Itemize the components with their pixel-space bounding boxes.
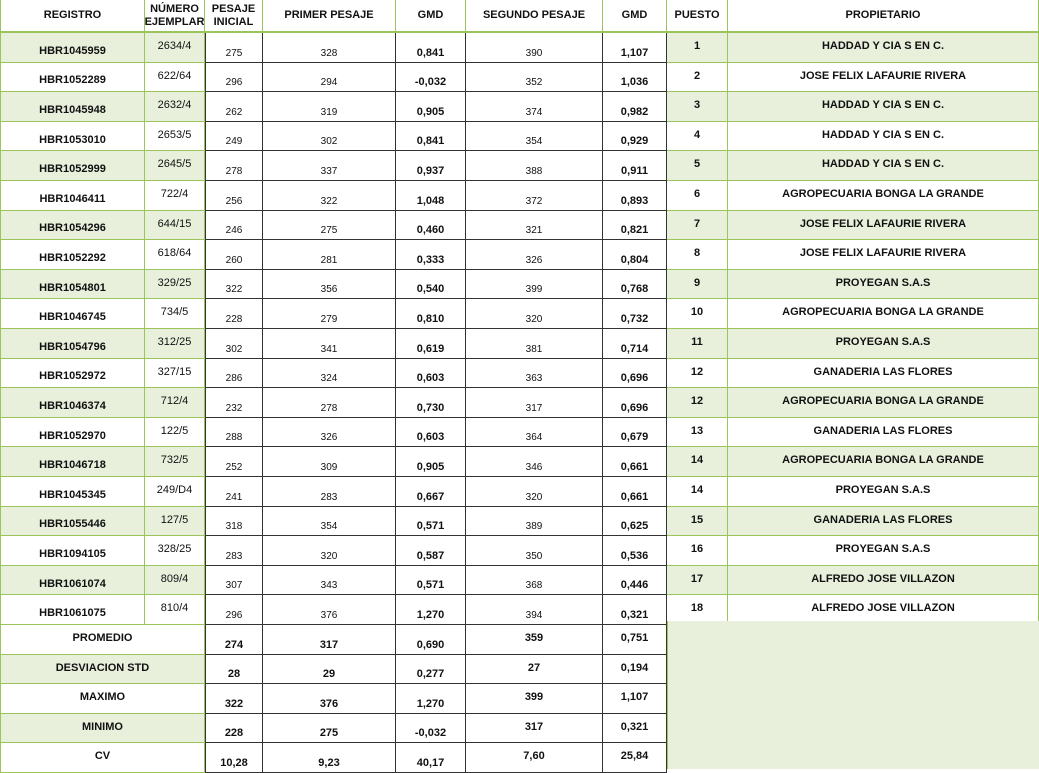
cell-propietario: PROYEGAN S.A.S: [728, 329, 1039, 359]
cell-registro: HBR1052970: [0, 418, 145, 448]
cell-numero-ejemplar: 122/5: [145, 418, 205, 448]
cell-numero-ejemplar: 2634/4: [145, 33, 205, 63]
summary-gmd-2: 0,751: [603, 625, 667, 655]
cell-primer-pesaje: 319: [263, 92, 396, 122]
cell-primer-pesaje: 322: [263, 181, 396, 211]
cell-primer-pesaje: 337: [263, 151, 396, 181]
table-row: [0, 566, 1039, 596]
cell-gmd-1: 0,603: [396, 359, 466, 389]
cell-gmd-2: 1,036: [603, 63, 667, 93]
cell-segundo-pesaje: 364: [466, 418, 603, 448]
cell-pesaje-inicial: 322: [205, 270, 263, 300]
cell-numero-ejemplar: 732/5: [145, 447, 205, 477]
cell-gmd-1: 0,905: [396, 447, 466, 477]
cell-registro: HBR1046745: [0, 299, 145, 329]
cell-primer-pesaje: 279: [263, 299, 396, 329]
cell-segundo-pesaje: 374: [466, 92, 603, 122]
summary-pesaje-inicial: 228: [205, 714, 263, 744]
cell-segundo-pesaje: 326: [466, 240, 603, 270]
summary-gmd-1: 0,277: [396, 655, 466, 685]
cell-pesaje-inicial: 286: [205, 359, 263, 389]
cell-gmd-1: 0,619: [396, 329, 466, 359]
summary-gmd-1: 0,690: [396, 625, 466, 655]
summary-primer-pesaje: 317: [263, 625, 396, 655]
cell-gmd-2: 0,696: [603, 388, 667, 418]
table-row: [0, 477, 1039, 507]
cell-registro: HBR1052972: [0, 359, 145, 389]
cell-puesto: 14: [667, 477, 728, 507]
cell-puesto: 7: [667, 211, 728, 241]
table-row: [0, 92, 1039, 122]
cell-numero-ejemplar: 2653/5: [145, 122, 205, 152]
header-gmd-2: GMD: [603, 0, 667, 33]
cell-gmd-2: 0,982: [603, 92, 667, 122]
cell-registro: HBR1046718: [0, 447, 145, 477]
cell-puesto: 9: [667, 270, 728, 300]
cell-gmd-2: 0,821: [603, 211, 667, 241]
summary-label: DESVIACION STD: [0, 655, 205, 685]
cell-puesto: 12: [667, 388, 728, 418]
cell-propietario: AGROPECUARIA BONGA LA GRANDE: [728, 299, 1039, 329]
cell-segundo-pesaje: 372: [466, 181, 603, 211]
cell-puesto: 4: [667, 122, 728, 152]
cell-gmd-1: 0,571: [396, 507, 466, 537]
header-segundo-pesaje: SEGUNDO PESAJE: [466, 0, 603, 33]
summary-gmd-2: 0,194: [603, 655, 667, 685]
cell-pesaje-inicial: 256: [205, 181, 263, 211]
table-row: [0, 211, 1039, 241]
cell-pesaje-inicial: 296: [205, 595, 263, 625]
cell-pesaje-inicial: 288: [205, 418, 263, 448]
cell-puesto: 14: [667, 447, 728, 477]
cell-propietario: HADDAD Y CIA S EN C.: [728, 92, 1039, 122]
cell-numero-ejemplar: 644/15: [145, 211, 205, 241]
cell-gmd-2: 1,107: [603, 33, 667, 63]
summary-label: PROMEDIO: [0, 625, 205, 655]
cell-registro: HBR1055446: [0, 507, 145, 537]
cell-pesaje-inicial: 246: [205, 211, 263, 241]
table-row: [0, 329, 1039, 359]
cell-gmd-1: 0,841: [396, 33, 466, 63]
cell-gmd-2: 0,321: [603, 595, 667, 625]
cell-propietario: GANADERIA LAS FLORES: [728, 359, 1039, 389]
table-row: [0, 447, 1039, 477]
cell-segundo-pesaje: 390: [466, 33, 603, 63]
cell-gmd-2: 0,661: [603, 477, 667, 507]
cell-gmd-1: 0,810: [396, 299, 466, 329]
cell-gmd-2: 0,679: [603, 418, 667, 448]
cell-pesaje-inicial: 296: [205, 63, 263, 93]
cell-gmd-1: 0,460: [396, 211, 466, 241]
cell-segundo-pesaje: 320: [466, 299, 603, 329]
cell-registro: HBR1054296: [0, 211, 145, 241]
summary-gmd-2: 0,321: [603, 714, 667, 744]
cell-numero-ejemplar: 618/64: [145, 240, 205, 270]
header-gmd-1: GMD: [396, 0, 466, 33]
cell-propietario: AGROPECUARIA BONGA LA GRANDE: [728, 181, 1039, 211]
cell-gmd-2: 0,804: [603, 240, 667, 270]
cell-propietario: PROYEGAN S.A.S: [728, 270, 1039, 300]
cell-primer-pesaje: 356: [263, 270, 396, 300]
cell-segundo-pesaje: 321: [466, 211, 603, 241]
cell-propietario: PROYEGAN S.A.S: [728, 477, 1039, 507]
cell-segundo-pesaje: 363: [466, 359, 603, 389]
cell-pesaje-inicial: 228: [205, 299, 263, 329]
cell-primer-pesaje: 354: [263, 507, 396, 537]
cell-pesaje-inicial: 307: [205, 566, 263, 596]
cell-registro: HBR1046374: [0, 388, 145, 418]
cell-pesaje-inicial: 252: [205, 447, 263, 477]
cell-gmd-1: 0,905: [396, 92, 466, 122]
cell-pesaje-inicial: 249: [205, 122, 263, 152]
cell-numero-ejemplar: 809/4: [145, 566, 205, 596]
cell-primer-pesaje: 302: [263, 122, 396, 152]
summary-gmd-2: 25,84: [603, 743, 667, 773]
cell-propietario: GANADERIA LAS FLORES: [728, 418, 1039, 448]
cell-numero-ejemplar: 329/25: [145, 270, 205, 300]
summary-label: MAXIMO: [0, 684, 205, 714]
summary-pesaje-inicial: 10,28: [205, 743, 263, 773]
cell-propietario: JOSE FELIX LAFAURIE RIVERA: [728, 63, 1039, 93]
table-row: [0, 299, 1039, 329]
cell-propietario: PROYEGAN S.A.S: [728, 536, 1039, 566]
cell-pesaje-inicial: 302: [205, 329, 263, 359]
cell-gmd-1: 0,841: [396, 122, 466, 152]
cell-primer-pesaje: 278: [263, 388, 396, 418]
cell-segundo-pesaje: 350: [466, 536, 603, 566]
cell-puesto: 2: [667, 63, 728, 93]
cell-propietario: ALFREDO JOSE VILLAZON: [728, 595, 1039, 625]
summary-pesaje-inicial: 28: [205, 655, 263, 685]
cell-puesto: 11: [667, 329, 728, 359]
cell-pesaje-inicial: 283: [205, 536, 263, 566]
cell-registro: HBR1094105: [0, 536, 145, 566]
cell-numero-ejemplar: 712/4: [145, 388, 205, 418]
cell-gmd-2: 0,929: [603, 122, 667, 152]
cell-gmd-2: 0,893: [603, 181, 667, 211]
header-registro: REGISTRO: [0, 0, 145, 33]
cell-propietario: HADDAD Y CIA S EN C.: [728, 122, 1039, 152]
cell-gmd-1: 0,603: [396, 418, 466, 448]
summary-gmd-1: 40,17: [396, 743, 466, 773]
cell-gmd-1: -0,032: [396, 63, 466, 93]
cell-puesto: 3: [667, 92, 728, 122]
cell-puesto: 1: [667, 33, 728, 63]
cell-registro: HBR1061074: [0, 566, 145, 596]
cell-segundo-pesaje: 352: [466, 63, 603, 93]
header-pesaje-inicial: PESAJE INICIAL: [205, 0, 263, 33]
cell-segundo-pesaje: 381: [466, 329, 603, 359]
summary-segundo-pesaje: 27: [466, 655, 603, 685]
table-row: [0, 418, 1039, 448]
summary-pesaje-inicial: 322: [205, 684, 263, 714]
table-row: [0, 122, 1039, 152]
cell-gmd-2: 0,696: [603, 359, 667, 389]
cell-propietario: ALFREDO JOSE VILLAZON: [728, 566, 1039, 596]
cell-numero-ejemplar: 2645/5: [145, 151, 205, 181]
cell-numero-ejemplar: 249/D4: [145, 477, 205, 507]
cell-pesaje-inicial: 318: [205, 507, 263, 537]
cell-segundo-pesaje: 317: [466, 388, 603, 418]
cell-registro: HBR1045959: [0, 33, 145, 63]
cell-propietario: JOSE FELIX LAFAURIE RIVERA: [728, 240, 1039, 270]
cell-gmd-2: 0,536: [603, 536, 667, 566]
summary-row: [0, 625, 667, 655]
cell-puesto: 15: [667, 507, 728, 537]
summary-segundo-pesaje: 359: [466, 625, 603, 655]
cell-registro: HBR1052292: [0, 240, 145, 270]
table-row: [0, 388, 1039, 418]
cell-gmd-2: 0,661: [603, 447, 667, 477]
header-puesto: PUESTO: [667, 0, 728, 33]
header-primer-pesaje: PRIMER PESAJE: [263, 0, 396, 33]
cell-propietario: HADDAD Y CIA S EN C.: [728, 151, 1039, 181]
cell-propietario: GANADERIA LAS FLORES: [728, 507, 1039, 537]
table-row: [0, 270, 1039, 300]
cell-gmd-1: 1,270: [396, 595, 466, 625]
cell-registro: HBR1052999: [0, 151, 145, 181]
table-row: [0, 240, 1039, 270]
table-row: [0, 33, 1039, 63]
cell-registro: HBR1045345: [0, 477, 145, 507]
cell-numero-ejemplar: 327/15: [145, 359, 205, 389]
cell-primer-pesaje: 326: [263, 418, 396, 448]
cell-gmd-2: 0,625: [603, 507, 667, 537]
cell-puesto: 12: [667, 359, 728, 389]
summary-segundo-pesaje: 317: [466, 714, 603, 744]
summary-gmd-2: 1,107: [603, 684, 667, 714]
cell-pesaje-inicial: 275: [205, 33, 263, 63]
cell-pesaje-inicial: 241: [205, 477, 263, 507]
cell-gmd-1: 0,333: [396, 240, 466, 270]
cell-segundo-pesaje: 368: [466, 566, 603, 596]
cell-registro: HBR1054801: [0, 270, 145, 300]
cell-registro: HBR1053010: [0, 122, 145, 152]
cell-primer-pesaje: 343: [263, 566, 396, 596]
cell-propietario: HADDAD Y CIA S EN C.: [728, 33, 1039, 63]
cell-propietario: JOSE FELIX LAFAURIE RIVERA: [728, 211, 1039, 241]
cell-segundo-pesaje: 354: [466, 122, 603, 152]
cell-numero-ejemplar: 312/25: [145, 329, 205, 359]
cell-registro: HBR1046411: [0, 181, 145, 211]
cell-primer-pesaje: 376: [263, 595, 396, 625]
cell-numero-ejemplar: 622/64: [145, 63, 205, 93]
header-numero-ejemplar: NÚMERO EJEMPLAR: [145, 0, 205, 33]
summary-label: MINIMO: [0, 714, 205, 744]
summary-primer-pesaje: 9,23: [263, 743, 396, 773]
summary-row: [0, 714, 667, 744]
cell-primer-pesaje: 281: [263, 240, 396, 270]
cell-primer-pesaje: 283: [263, 477, 396, 507]
cell-propietario: AGROPECUARIA BONGA LA GRANDE: [728, 388, 1039, 418]
cell-puesto: 8: [667, 240, 728, 270]
cell-gmd-2: 0,446: [603, 566, 667, 596]
cell-pesaje-inicial: 232: [205, 388, 263, 418]
cell-numero-ejemplar: 734/5: [145, 299, 205, 329]
table-row: [0, 181, 1039, 211]
summary-row: [0, 684, 667, 714]
cell-primer-pesaje: 275: [263, 211, 396, 241]
cell-segundo-pesaje: 346: [466, 447, 603, 477]
summary-primer-pesaje: 29: [263, 655, 396, 685]
cell-propietario: AGROPECUARIA BONGA LA GRANDE: [728, 447, 1039, 477]
cell-puesto: 16: [667, 536, 728, 566]
cell-registro: HBR1045948: [0, 92, 145, 122]
cell-gmd-2: 0,768: [603, 270, 667, 300]
summary-gmd-1: 1,270: [396, 684, 466, 714]
cell-pesaje-inicial: 262: [205, 92, 263, 122]
summary-label: CV: [0, 743, 205, 773]
cell-segundo-pesaje: 388: [466, 151, 603, 181]
cell-segundo-pesaje: 399: [466, 270, 603, 300]
cell-segundo-pesaje: 389: [466, 507, 603, 537]
cell-primer-pesaje: 341: [263, 329, 396, 359]
summary-primer-pesaje: 275: [263, 714, 396, 744]
cell-gmd-2: 0,911: [603, 151, 667, 181]
cell-registro: HBR1061075: [0, 595, 145, 625]
cell-primer-pesaje: 294: [263, 63, 396, 93]
cell-puesto: 5: [667, 151, 728, 181]
cell-puesto: 13: [667, 418, 728, 448]
cell-gmd-1: 1,048: [396, 181, 466, 211]
summary-filler: [667, 621, 1039, 769]
cell-gmd-1: 0,571: [396, 566, 466, 596]
cell-gmd-1: 0,937: [396, 151, 466, 181]
summary-gmd-1: -0,032: [396, 714, 466, 744]
cell-puesto: 6: [667, 181, 728, 211]
cell-registro: HBR1054796: [0, 329, 145, 359]
header-propietario: PROPIETARIO: [728, 0, 1039, 33]
summary-segundo-pesaje: 399: [466, 684, 603, 714]
summary-row: [0, 655, 667, 685]
cell-gmd-1: 0,667: [396, 477, 466, 507]
cell-primer-pesaje: 324: [263, 359, 396, 389]
table-row: [0, 63, 1039, 93]
cell-gmd-1: 0,730: [396, 388, 466, 418]
cell-segundo-pesaje: 320: [466, 477, 603, 507]
table-row: [0, 536, 1039, 566]
cell-puesto: 17: [667, 566, 728, 596]
cell-gmd-1: 0,540: [396, 270, 466, 300]
table-row: [0, 359, 1039, 389]
summary-pesaje-inicial: 274: [205, 625, 263, 655]
cell-registro: HBR1052289: [0, 63, 145, 93]
cell-numero-ejemplar: 328/25: [145, 536, 205, 566]
cell-numero-ejemplar: 810/4: [145, 595, 205, 625]
summary-segundo-pesaje: 7,60: [466, 743, 603, 773]
cell-primer-pesaje: 328: [263, 33, 396, 63]
table-row: [0, 151, 1039, 181]
cell-gmd-2: 0,732: [603, 299, 667, 329]
cell-puesto: 10: [667, 299, 728, 329]
cell-primer-pesaje: 309: [263, 447, 396, 477]
cell-gmd-1: 0,587: [396, 536, 466, 566]
summary-primer-pesaje: 376: [263, 684, 396, 714]
table-header: [0, 0, 1039, 33]
cell-numero-ejemplar: 2632/4: [145, 92, 205, 122]
cell-segundo-pesaje: 394: [466, 595, 603, 625]
cell-gmd-2: 0,714: [603, 329, 667, 359]
cell-pesaje-inicial: 278: [205, 151, 263, 181]
cell-pesaje-inicial: 260: [205, 240, 263, 270]
cell-numero-ejemplar: 722/4: [145, 181, 205, 211]
cell-puesto: 18: [667, 595, 728, 625]
cell-primer-pesaje: 320: [263, 536, 396, 566]
cell-numero-ejemplar: 127/5: [145, 507, 205, 537]
table-row: [0, 507, 1039, 537]
